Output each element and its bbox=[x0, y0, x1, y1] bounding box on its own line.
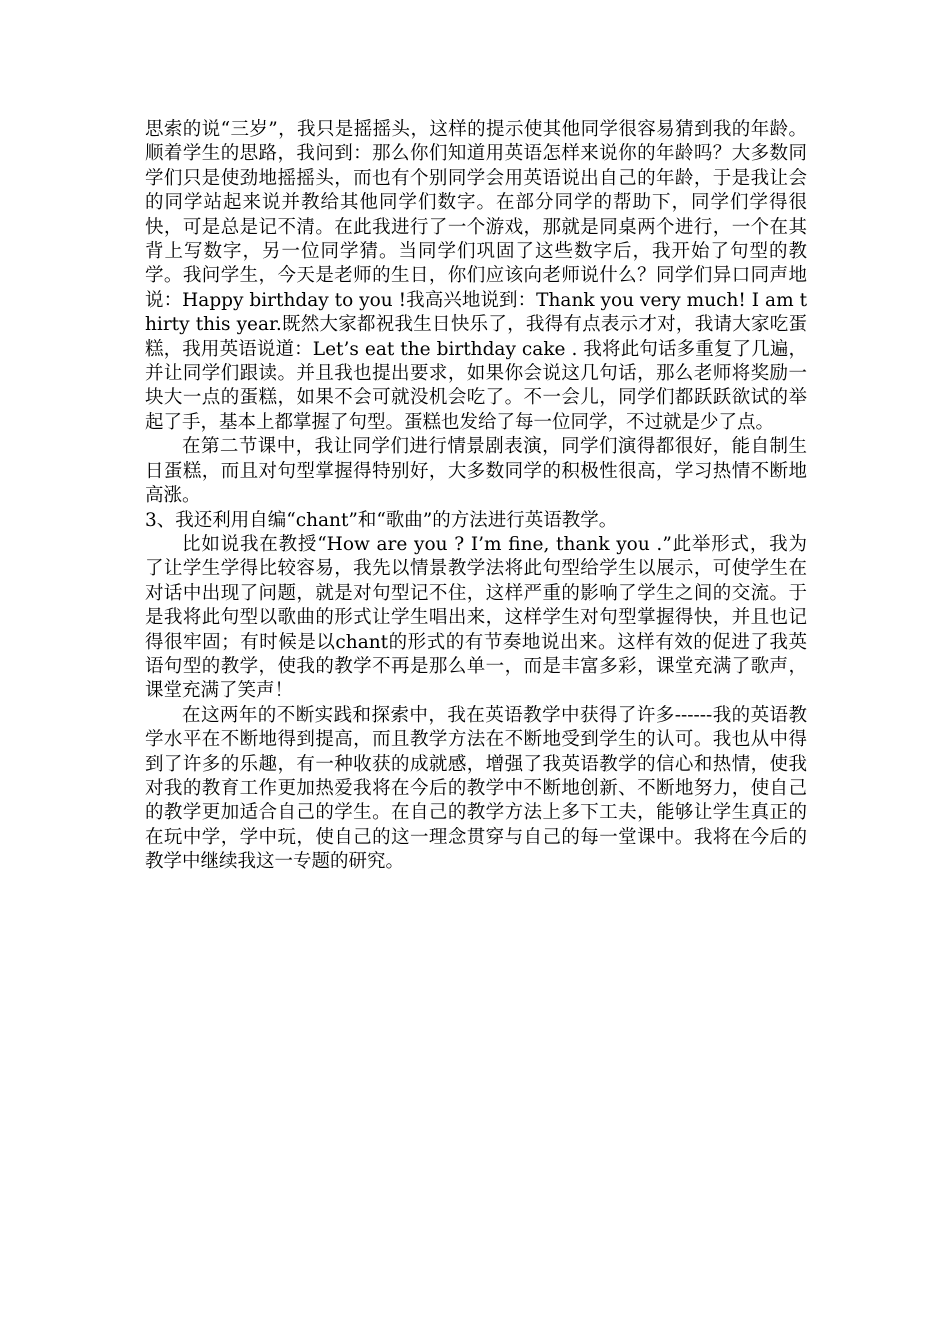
paragraph-age-guessing-lesson: 思索的说“三岁”，我只是摇摇头，这样的提示使其他同学很容易猜到我的年龄。顺着学生的思路，我问到：那么你们知道用英语怎样来说你的年龄吗？大多数同学们只是使劲地摇摇头，而也有个别同学会用英语说出自己的年龄，于是我让会的同学站起来说并教给其他同学们数字。在部分同学的帮助下，同学们学得很快，可是总是记不清。在此我进行了一个游戏，那就是同桌两个进行，一个在其背上写数字，另一位同学猜。当同学们巩固了这些数字后，我开始了句型的教学。我问学生，今天是老师的生日，你们应该向老师说什么？同学们异口同声地说：Happy birthday to you !我高兴地说到：Thank you very much! I am thirty this year.既然大家都祝我生日快乐了，我得有点表示才对，我请大家吃蛋糕，我用英语说道：Let’s eat the birthday cake . 我将此句话多重复了几遍，并让同学们跟读。并且我也提出要求，如果你会说这几句话，那么老师将奖励一块大一点的蛋糕，如果不会可就没机会吃了。不一会儿，同学们都跃跃欲试的举起了手，基本上都掌握了句型。蛋糕也发给了每一位同学，不过就是少了点。 bbox=[145, 119, 807, 433]
paragraph-conclusion: 在这两年的不断实践和探索中，我在英语教学中获得了许多------我的英语教学水平在不断地得到提高，而且教学方法在不断地受到学生的认可。我也从中得到了许多的乐趣，有一种收获的成就感，增强了我英语教学的信心和热情，使我对我的教育工作更加热爱我将在今后的教学中不断地创新、不断地努力，使自己的教学更加适合自己的学生。在自己的教学方法上多下工夫，能够让学生真正的在玩中学，学中玩，使自己的这一理念贯穿与自己的每一堂课中。我将在今后的教学中继续我这一专题的研究。 bbox=[145, 704, 807, 873]
paragraph-chant-and-song-heading: 3、我还利用自编“chant”和“歌曲”的方法进行英语教学。 bbox=[145, 509, 618, 531]
paragraph-how-are-you-example: 比如说我在教授“How are you ? I’m fine, thank you .”此举形式，我为了让学生学得比较容易，我先以情景教学法将此句型给学生以展示，可使学生在对话中出现了问题，就是对句型记不住，这样严重的影响了学生之间的交流。于是我将此句型以歌曲的形式让学生唱出来，这样学生对句型掌握得快，并且也记得很牢固；有时候是以chant的形式的有节奏地说出来。这样有效的促进了我英语句型的教学，使我的教学不再是那么单一，而是丰富多彩，课堂充满了歌声，课堂充满了笑声！ bbox=[145, 533, 807, 702]
document-body bbox=[145, 118, 807, 875]
paragraph-second-lesson-roleplay: 在第二节课中，我让同学们进行情景剧表演，同学们演得都很好，能自制生日蛋糕，而且对句型掌握得特别好，大多数同学的积极性很高，学习热情不断地高涨。 bbox=[145, 436, 807, 507]
